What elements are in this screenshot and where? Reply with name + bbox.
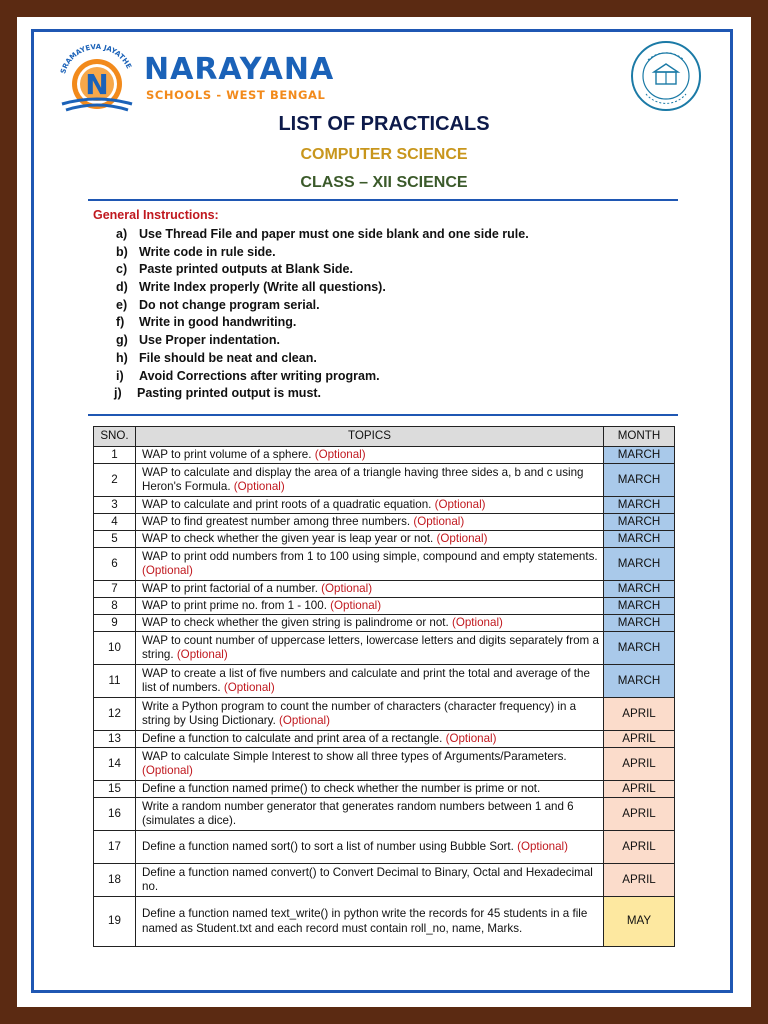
optional-tag: (Optional) [330,598,382,612]
table-row [94,798,675,831]
optional-tag: (Optional) [176,648,228,661]
row-topic-cell [136,864,604,897]
row-topic-cell [136,598,604,615]
row-month: MARCH [604,531,675,548]
brand-name: NARAYANA [144,52,335,87]
row-topic: WAP to calculate and display the area of a triangle having three sides a, b and c using Heron's Formula. [142,465,584,493]
row-month: MARCH [604,514,675,531]
row-month: MAY [604,897,675,947]
optional-tag: (Optional) [436,531,488,545]
row-sno: 15 [94,781,136,798]
class-title: CLASS – XII SCIENCE [300,174,468,191]
row-topic: WAP to calculate and print roots of a quadratic equation. [142,497,432,511]
instruction-text: Write Index properly (Write all questions). [139,280,386,295]
table-row [94,464,675,497]
row-sno: 2 [94,464,136,497]
row-month: MARCH [604,464,675,497]
row-topic: WAP to print volume of a sphere. [142,447,312,461]
table-body [94,447,675,947]
row-topic-cell [136,748,604,781]
row-topic-cell [136,831,604,864]
table-row [94,698,675,731]
row-topic-cell [136,798,604,831]
row-topic: Write a random number generator that generates random numbers between 1 and 6 (simulates a dice). [142,799,574,827]
row-topic-cell [136,632,604,665]
svg-text:N: N [85,68,109,101]
row-topic-cell [136,698,604,731]
instructions-heading: General Instructions: [93,208,219,222]
logo-motto-text: SRAMAYEVA JAYATHE [59,42,133,75]
row-topic-cell [136,514,604,531]
row-sno: 4 [94,514,136,531]
instruction-item [116,385,529,403]
row-topic: WAP to find greatest number among three numbers. [142,514,411,528]
table-row [94,447,675,464]
row-sno: 12 [94,698,136,731]
instruction-text: Write code in rule side. [139,244,276,259]
instruction-item [116,314,529,332]
row-sno: 7 [94,581,136,598]
instruction-letter: h) [116,350,128,365]
optional-tag: (Optional) [321,581,373,595]
optional-tag: (Optional) [142,564,193,577]
table-row [94,665,675,698]
row-sno: 9 [94,615,136,632]
table-row [94,548,675,581]
row-topic-cell [136,548,604,581]
table-row [94,531,675,548]
row-month: APRIL [604,864,675,897]
row-topic: Define a function named convert() to Convert Decimal to Binary, Octal and Hexadecimal no. [142,865,593,893]
table-row [94,514,675,531]
instruction-item [116,226,529,244]
row-topic: WAP to print prime no. from 1 - 100. [142,598,327,612]
row-month: APRIL [604,798,675,831]
row-topic: WAP to check whether the given year is leap year or not. [142,531,434,545]
table-row [94,781,675,798]
row-topic: Define a function named sort() to sort a list of number using Bubble Sort. [142,839,514,853]
instruction-text: Use Proper indentation. [139,333,280,348]
instruction-item [116,261,529,279]
row-month: MARCH [604,598,675,615]
row-sno: 6 [94,548,136,581]
table-row [94,615,675,632]
row-month: MARCH [604,581,675,598]
row-sno: 10 [94,632,136,665]
instruction-letter: j) [114,386,122,401]
row-topic-cell [136,581,604,598]
row-topic-cell [136,897,604,947]
board-seal-icon [628,38,704,114]
row-topic-cell [136,781,604,798]
instruction-letter: g) [116,333,128,348]
instruction-item [116,244,529,262]
header-month: MONTH [604,427,675,447]
optional-tag: (Optional) [279,714,330,727]
row-topic-cell [136,731,604,748]
row-topic-cell [136,497,604,514]
instruction-letter: f) [116,315,125,330]
table-header-row [94,427,675,447]
optional-tag: (Optional) [314,447,366,461]
row-topic-cell [136,447,604,464]
subject-title: COMPUTER SCIENCE [300,146,468,163]
instruction-item [116,297,529,315]
row-month: MARCH [604,665,675,698]
optional-tag: (Optional) [413,514,465,528]
table-row [94,864,675,897]
row-sno: 5 [94,531,136,548]
instruction-letter: d) [116,280,128,295]
row-sno: 13 [94,731,136,748]
optional-tag: (Optional) [517,839,568,853]
row-month: APRIL [604,748,675,781]
table-row [94,831,675,864]
row-sno: 19 [94,897,136,947]
row-topic: Define a function named prime() to check whether the number is prime or not. [142,781,541,795]
optional-tag: (Optional) [434,497,486,511]
row-month: MARCH [604,615,675,632]
row-sno: 8 [94,598,136,615]
row-month: APRIL [604,781,675,798]
table-row [94,598,675,615]
row-topic-cell [136,665,604,698]
page-title: LIST OF PRACTICALS [278,113,490,135]
instruction-letter: b) [116,244,128,259]
table-row [94,731,675,748]
practicals-table [93,426,675,947]
row-sno: 11 [94,665,136,698]
instruction-letter: i) [116,368,124,383]
row-month: MARCH [604,497,675,514]
row-topic-cell [136,531,604,548]
row-sno: 14 [94,748,136,781]
optional-tag: (Optional) [233,480,285,493]
row-month: MARCH [604,447,675,464]
table-row [94,497,675,514]
table-row [94,748,675,781]
row-sno: 1 [94,447,136,464]
header-sno: SNO. [94,427,136,447]
row-topic: WAP to check whether the given string is palindrome or not. [142,615,449,629]
optional-tag: (Optional) [142,764,193,777]
row-topic: Define a function named text_write() in python write the records for 45 students in a file named as Student.txt and each record must contain roll_no, name, Marks. [142,907,588,935]
table-row [94,581,675,598]
divider-top [88,199,678,201]
instructions-list [116,226,529,403]
row-sno: 17 [94,831,136,864]
instruction-item [116,332,529,350]
narayana-logo [52,38,142,118]
optional-tag: (Optional) [451,615,503,629]
instruction-text: Pasting printed output is must. [137,386,322,401]
table-row [94,632,675,665]
instruction-item [116,279,529,297]
row-topic: WAP to count number of uppercase letters, lowercase letters and digits separately from a string. [142,633,599,661]
instruction-text: Use Thread File and paper must one side blank and one side rule. [139,227,529,241]
optional-tag: (Optional) [223,681,275,694]
instruction-letter: a) [116,227,128,241]
instruction-text: Paste printed outputs at Blank Side. [139,262,353,277]
instruction-text: Avoid Corrections after writing program. [139,368,380,383]
row-topic-cell [136,615,604,632]
optional-tag: (Optional) [445,731,497,745]
instruction-item [116,350,529,368]
row-topic: Write a Python program to count the number of characters (character frequency) in a string by Using Dictionary. [142,699,577,727]
row-topic: WAP to create a list of five numbers and calculate and print the total and average of the list of numbers. [142,666,590,694]
instruction-letter: c) [116,262,128,277]
header-topics: TOPICS [136,427,604,447]
row-topic: WAP to calculate Simple Interest to show all three types of Arguments/Parameters. [142,749,567,763]
row-sno: 3 [94,497,136,514]
row-month: MARCH [604,548,675,581]
row-month: APRIL [604,731,675,748]
row-sno: 16 [94,798,136,831]
row-topic: WAP to print factorial of a number. [142,581,318,595]
row-month: APRIL [604,698,675,731]
brand-subtitle: SCHOOLS - WEST BENGAL [146,88,326,102]
table-row [94,897,675,947]
row-month: APRIL [604,831,675,864]
instruction-text: Write in good handwriting. [139,315,297,330]
row-month: MARCH [604,632,675,665]
instruction-text: File should be neat and clean. [139,350,317,365]
row-topic: WAP to print odd numbers from 1 to 100 using simple, compound and empty statements. [142,549,598,563]
instruction-text: Do not change program serial. [139,297,320,312]
row-sno: 18 [94,864,136,897]
instruction-item [116,368,529,386]
instruction-letter: e) [116,297,128,312]
row-topic-cell [136,464,604,497]
divider-bottom [88,414,678,416]
row-topic: Define a function to calculate and print area of a rectangle. [142,731,443,745]
